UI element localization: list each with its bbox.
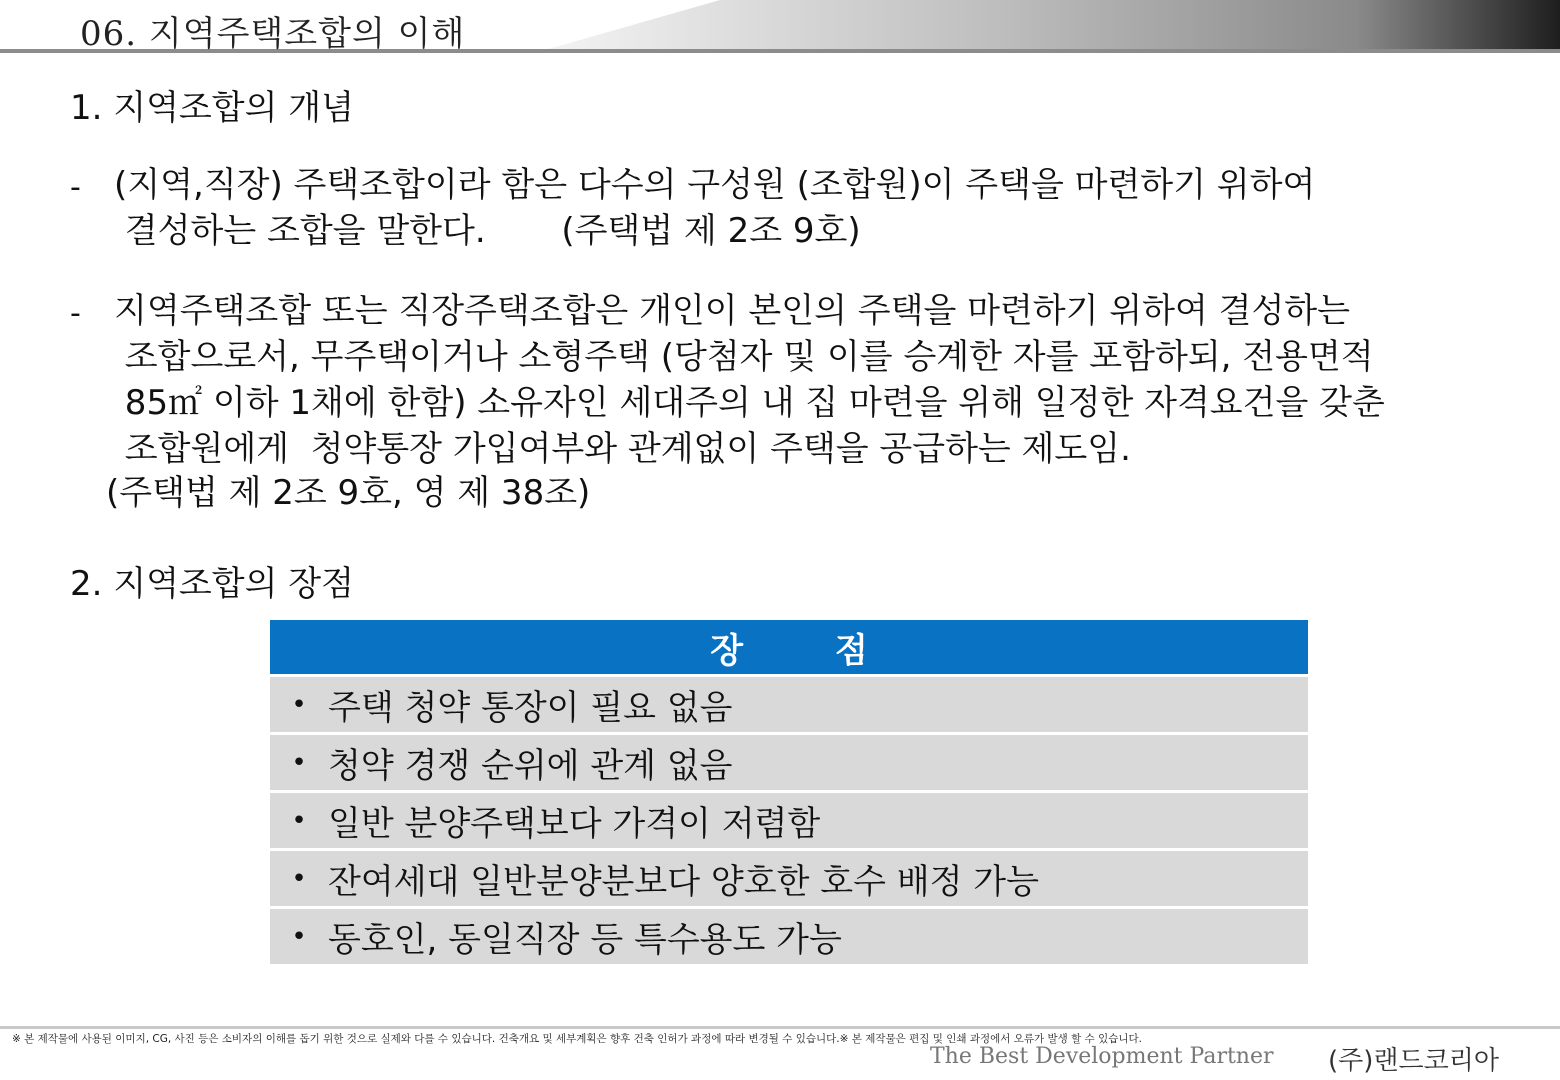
item2-line-1: 지역주택조합 또는 직장주택조합은 개인이 본인의 주택을 마련하기 위하여 결성하는 (114, 291, 1350, 331)
table-row-text: 주택 청약 통장이 필요 없음 (328, 688, 733, 728)
item1-line-1: (지역,직장) 주택조합이라 함은 다수의 구성원 (조합원)이 주택을 마련하기 위하여 (114, 165, 1316, 205)
section1-heading: 1. 지역조합의 개념 (70, 88, 354, 128)
company-name: (주)랜드코리아 (1328, 1046, 1499, 1076)
footer-tagline: The Best Development Partner (930, 1044, 1274, 1069)
bullet-icon: • (291, 863, 307, 894)
item2-line-4: 조합원에게 청약통장 가입여부와 관계없이 주택을 공급하는 제도임. (114, 429, 1131, 469)
table-row (270, 735, 1308, 790)
item2-paragraph (114, 288, 1385, 472)
table-row-text: 동호인, 동일직장 등 특수용도 가능 (328, 920, 842, 960)
item2-line-3: 85㎡ 이하 1채에 한함) 소유자인 세대주의 내 집 마련을 위해 일정한 자격요건을 갖춘 (114, 383, 1385, 423)
item2-reference: (주택법 제 2조 9호, 영 제 38조) (106, 473, 591, 513)
advantages-table-header: 장 점 (270, 620, 1308, 674)
item2-line-2: 조합으로서, 무주택이거나 소형주택 (당첨자 및 이를 승계한 자를 포함하되, 전용면적 (114, 337, 1374, 377)
table-row (270, 677, 1308, 732)
advantages-table (270, 620, 1308, 964)
table-row-text: 청약 경쟁 순위에 관계 없음 (328, 746, 733, 786)
footer-divider (0, 1026, 1560, 1029)
header-band (0, 0, 1560, 56)
table-row-text: 잔여세대 일반분양분보다 양호한 호수 배정 가능 (328, 862, 1039, 902)
table-row (270, 851, 1308, 906)
item1-line-2: 결성하는 조합을 말한다. (주택법 제 2조 9호) (114, 211, 861, 251)
table-row-text: 일반 분양주택보다 가격이 저렴함 (328, 804, 821, 844)
footer-disclaimer: ※ 본 제작물에 사용된 이미지, CG, 사진 등은 소비자의 이해를 돕기 위한 것으로 실제와 다를 수 있습니다. 건축개요 및 세부계획은 향후 건축 인허가 과정에 따라 변경될 수 있습니다.※ 본 제작물은 편집 및 인쇄 과정에서 오류가 발생 할 수 있습니다. (12, 1033, 1143, 1045)
bullet-icon: • (291, 689, 307, 720)
bullet-icon: • (291, 805, 307, 836)
table-row (270, 909, 1308, 964)
bullet-icon: • (291, 921, 307, 952)
page-title: 06. 지역주택조합의 이해 (80, 14, 466, 54)
item2-marker: - (70, 296, 81, 331)
item1-paragraph (114, 162, 1315, 254)
table-row (270, 793, 1308, 848)
section2-heading: 2. 지역조합의 장점 (70, 564, 354, 604)
bullet-icon: • (291, 747, 307, 778)
item1-marker: - (70, 170, 81, 205)
